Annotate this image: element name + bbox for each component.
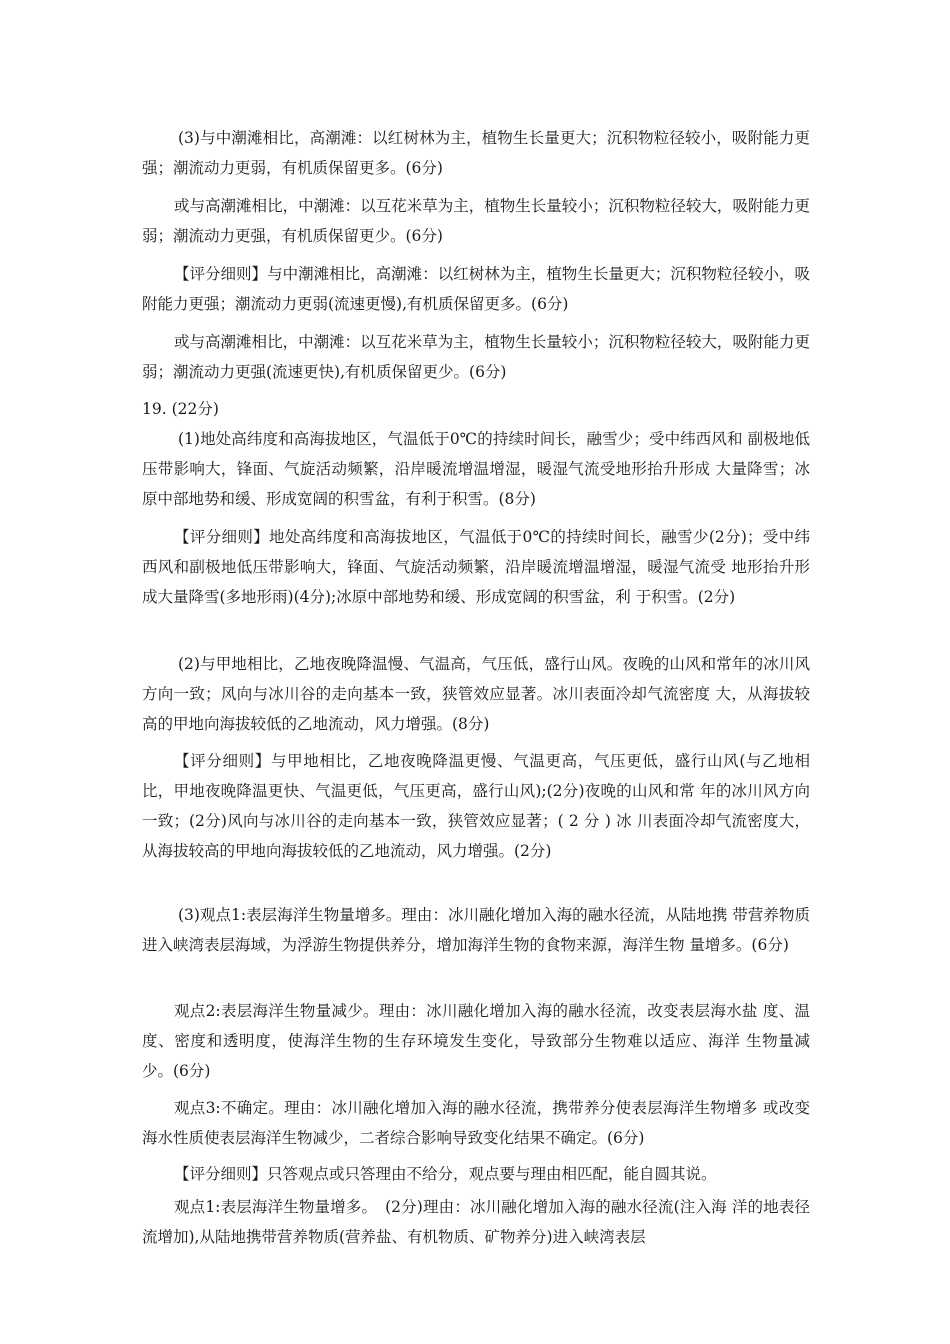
scoring-rule-3-high-tide-flat: 【评分细则】与中潮滩相比，高潮滩：以红树林为主，植物生长量更大；沉积物粒径较小，吸附能力更强；潮流动力更弱(流速更慢),有机质保留更多。(6分) [142, 265, 810, 313]
scoring-rule-19-3: 【评分细则】只答观点或只答理由不给分，观点要与理由相匹配，能自圆其说。 [174, 1165, 717, 1183]
answer-3-high-tide-flat: (3)与中潮滩相比，高潮滩：以红树林为主，植物生长量更大；沉积物粒径较小，吸附能力更强；潮流动力更弱，有机质保留更多。(6分) [142, 129, 810, 177]
answer-19-1: (1)地处高纬度和高海拔地区，气温低于0℃的持续时间长，融雪少；受中纬西风和 副极地低压带影响大，锋面、气旋活动频繁，沿岸暖流增温增湿，暖湿气流受地形抬升形成 大量降雪；冰原中部地势和缓、形成宽阔的积雪盆，有利于积雪。(8分) [142, 430, 810, 508]
question-19-heading: 19. (22分) [142, 400, 219, 418]
answer-19-2: (2)与甲地相比，乙地夜晚降温慢、气温高，气压低，盛行山风。夜晚的山风和常年的冰川风方向一致；风向与冰川谷的走向基本一致，狭管效应显著。冰川表面冷却气流密度 大，从海拔较高的甲地向海拔较低的乙地流动，风力增强。(8分) [142, 655, 810, 733]
scoring-rule-19-2: 【评分细则】与甲地相比，乙地夜晚降温更慢、气温更高，气压更低，盛行山风(与乙地相比，甲地夜晚降温更快、气温更低，气压更高，盛行山风);(2分)夜晚的山风和常 年的冰川风方向一致；(2分)风向与冰川谷的走向基本一致，狭管效应显著；( 2 分 ) 冰 川表面冷却气流密度大，从海拔较高的甲地向海拔较低的乙地流动，风力增强。(2分) [142, 752, 810, 860]
scoring-rule-19-3-view-1: 观点1:表层海洋生物量增多。 (2分)理由：冰川融化增加入海的融水径流(注入海 洋的地表径流增加),从陆地携带营养物质(营养盐、有机物质、矿物养分)进入峡湾表层 [142, 1198, 810, 1246]
answer-19-3-view-2: 观点2:表层海洋生物量减少。理由：冰川融化增加入海的融水径流，改变表层海水盐 度、温度、密度和透明度，使海洋生物的生存环境发生变化，导致部分生物难以适应、海洋 生物量减少。(6分) [142, 1002, 810, 1080]
answer-19-3-view-1: (3)观点1:表层海洋生物量增多。理由：冰川融化增加入海的融水径流，从陆地携 带营养物质进入峡湾表层海域，为浮游生物提供养分，增加海洋生物的食物来源，海洋生物 量增多。(6分) [142, 906, 810, 954]
scoring-rule-19-1: 【评分细则】地处高纬度和高海拔地区，气温低于0℃的持续时间长，融雪少(2分)；受中纬西风和副极地低压带影响大，锋面、气旋活动频繁，沿岸暖流增温增湿，暖湿气流受 地形抬升形成大量降雪(多地形雨)(4分);冰原中部地势和缓、形成宽阔的积雪盆，利 于积雪。(2分) [142, 528, 810, 606]
answer-19-3-view-3: 观点3:不确定。理由：冰川融化增加入海的融水径流，携带养分使表层海洋生物增多 或改变海水性质使表层海洋生物减少，二者综合影响导致变化结果不确定。(6分) [142, 1099, 810, 1147]
scoring-rule-3-alt-mid-tide-flat: 或与高潮滩相比，中潮滩：以互花米草为主，植物生长量较小；沉积物粒径较大，吸附能力更弱；潮流动力更强(流速更快),有机质保留更少。(6分) [142, 333, 810, 381]
answer-3-alt-mid-tide-flat: 或与高潮滩相比，中潮滩：以互花米草为主，植物生长量较小；沉积物粒径较大，吸附能力更弱；潮流动力更强，有机质保留更少。(6分) [142, 197, 810, 245]
